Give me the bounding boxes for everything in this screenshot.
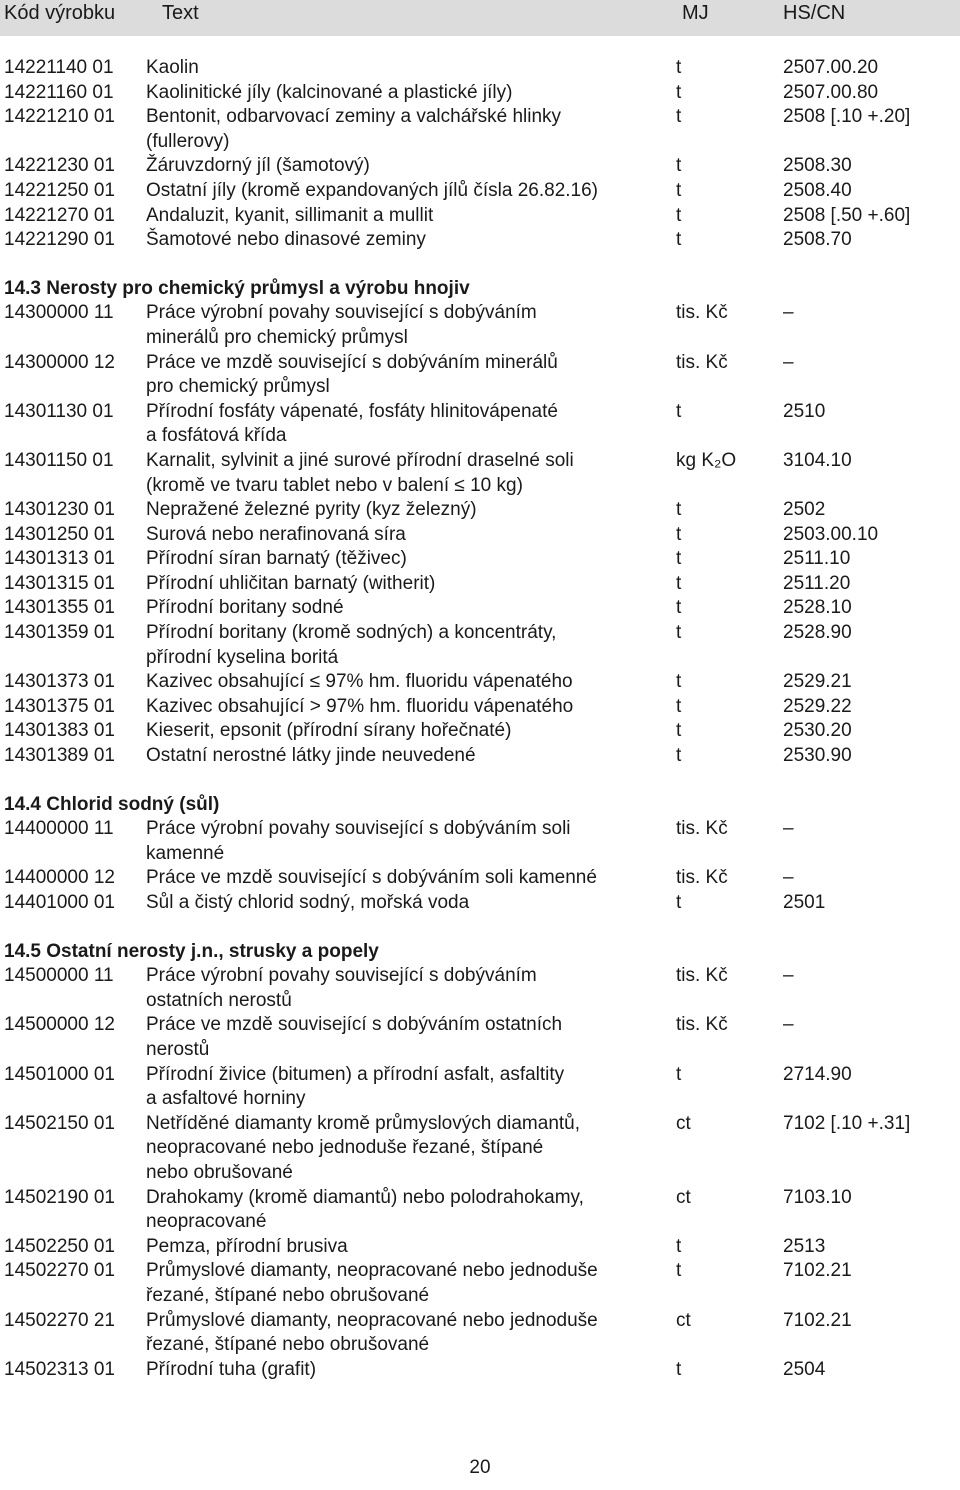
hs-cn-code: 2504 [783,1358,826,1380]
product-text-line: Pemza, přírodní brusiva [146,1235,348,1257]
product-code: 14301383 01 [4,720,115,742]
hs-cn-code: 7102.21 [783,1309,852,1331]
product-text-line: Kaolinitické jíly (kalcinované a plastické jíly) [146,81,513,103]
product-text [146,547,661,572]
product-text-line: Přírodní uhličitan barnatý (witherit) [146,572,436,594]
product-text-line: Sůl a čistý chlorid sodný, mořská voda [146,892,470,913]
product-text-line: Práce ve mzdě související s dobýváním minerálů [146,351,558,373]
product-text [146,498,661,523]
product-text-line: přírodní kyselina boritá [146,646,339,668]
unit-of-measure: kg K₂O [676,449,737,471]
product-text [146,523,661,548]
product-text-line: pro chemický průmysl [146,376,330,398]
product-code: 14502270 21 [4,1309,115,1331]
product-code: 14501000 01 [4,1063,115,1085]
product-code: 14502150 01 [4,1112,115,1134]
unit-of-measure: t [676,81,682,103]
product-text [146,817,661,866]
table-row [0,964,960,1013]
hs-cn-code: 2511.10 [783,548,851,570]
product-table-body [0,56,960,1382]
product-code: 14301375 01 [4,695,115,717]
unit-of-measure: t [676,548,682,570]
unit-of-measure: tis. Kč [676,1014,728,1036]
unit-of-measure: t [676,523,682,545]
product-text [146,1063,661,1112]
hs-cn-code: 2508 [.10 +.20] [783,106,911,128]
product-text [146,1309,661,1358]
table-row [0,154,960,179]
product-text-line: (kromě ve tvaru tablet nebo v balení ≤ 10 kg) [146,474,523,496]
table-row [0,523,960,548]
product-text-line: nebo obrušované [146,1161,293,1183]
hs-cn-code: 2528.90 [783,622,852,644]
table-header [0,0,960,36]
section-gap [0,253,960,277]
product-text-line: Žáruvzdorný jíl (šamotový) [146,155,370,177]
unit-of-measure: ct [676,1186,691,1208]
hs-cn-code: 2528.10 [783,597,852,619]
table-row [0,1063,960,1112]
product-text-line: Přírodní boritany sodné [146,597,344,619]
product-text-line: Karnalit, sylvinit a jiné surové přírodní draselné soli [146,449,574,471]
table-row [0,1235,960,1260]
product-code: 14221270 01 [4,204,115,226]
product-code: 14300000 11 [4,302,114,324]
table-row [0,1259,960,1308]
product-code: 14221230 01 [4,155,115,177]
unit-of-measure: t [676,1235,682,1257]
table-row [0,670,960,695]
product-code: 14500000 12 [4,1014,115,1036]
table-row [0,572,960,597]
table-row [0,596,960,621]
table-row [0,301,960,350]
product-code: 14301250 01 [4,523,115,545]
table-row [0,891,960,916]
product-text [146,351,661,400]
unit-of-measure: t [676,622,682,644]
product-text [146,572,661,597]
product-text-line: Práce výrobní povahy související s dobýváním [146,302,537,324]
hs-cn-code: 2502 [783,499,826,521]
table-row [0,744,960,769]
table-row [0,1358,960,1383]
header-hs: HS/CN [783,2,846,24]
table-row [0,621,960,670]
unit-of-measure: t [676,892,682,913]
product-code: 14301373 01 [4,671,115,693]
product-text-line: Přírodní fosfáty vápenaté, fosfáty hlinitovápenaté [146,400,558,422]
hs-cn-code: 2507.00.20 [783,57,879,78]
hs-cn-code: 2714.90 [783,1063,852,1085]
unit-of-measure: tis. Kč [676,818,728,840]
product-text [146,596,661,621]
unit-of-measure: tis. Kč [676,965,728,987]
product-text-line: řezané, štípané nebo obrušované [146,1284,430,1306]
hs-cn-code: – [783,302,794,324]
unit-of-measure: t [676,671,682,693]
product-text-line: neopracované [146,1211,267,1233]
product-text-line: Netříděné diamanty kromě průmyslových diamantů, [146,1112,581,1134]
product-code: 14301359 01 [4,622,115,644]
hs-cn-code: 2529.22 [783,695,852,717]
hs-cn-code: – [783,965,794,987]
product-text-line: neopracované nebo jednoduše řezané, štípané [146,1137,544,1159]
table-row [0,351,960,400]
product-code: 14400000 12 [4,867,115,889]
product-code: 14301389 01 [4,745,115,767]
product-code: 14301150 01 [4,449,114,471]
hs-cn-code: 2508.30 [783,155,852,177]
product-code: 14500000 11 [4,965,114,987]
product-text-line: Kieserit, epsonit (přírodní sírany hořečnaté) [146,720,512,742]
product-code: 14301230 01 [4,499,115,521]
product-text [146,228,661,253]
table-row [0,1112,960,1186]
product-code: 14221140 01 [4,57,114,78]
product-text-line: Drahokamy (kromě diamantů) nebo polodrahokamy, [146,1186,584,1208]
product-code: 14221210 01 [4,106,115,128]
product-text-line: Bentonit, odbarvovací zeminy a valchářské hlinky [146,106,562,128]
table-row [0,866,960,891]
product-text [146,964,661,1013]
hs-cn-code: 7102 [.10 +.31] [783,1112,911,1134]
product-text-line: Přírodní síran barnatý (těživec) [146,548,407,570]
unit-of-measure: t [676,57,682,78]
product-text-line: minerálů pro chemický průmysl [146,326,408,348]
section-gap [0,916,960,940]
hs-cn-code: 2508.70 [783,229,852,251]
table-row [0,204,960,229]
hs-cn-code: – [783,1014,794,1036]
unit-of-measure: tis. Kč [676,867,728,889]
product-text-line: Práce výrobní povahy související s dobýváním soli [146,818,571,840]
table-row [0,228,960,253]
product-text-line: Přírodní tuha (grafit) [146,1358,317,1380]
product-text [146,670,661,695]
table-row [0,547,960,572]
product-text [146,81,661,106]
product-text-line: Přírodní živice (bitumen) a přírodní asfalt, asfaltity [146,1063,565,1085]
page-number: 20 [469,1457,491,1478]
product-code: 14221250 01 [4,179,115,201]
table-row [0,56,960,81]
table-row [0,1013,960,1062]
product-text-line: a asfaltové horniny [146,1088,306,1110]
table-row [0,817,960,866]
product-text [146,695,661,720]
unit-of-measure: t [676,1358,682,1380]
hs-cn-code: – [783,351,794,373]
product-text [146,204,661,229]
unit-of-measure: t [676,400,682,422]
product-text-line: Přírodní boritany (kromě sodných) a koncentráty, [146,622,557,644]
unit-of-measure: t [676,720,682,742]
hs-cn-code: 2507.00.80 [783,81,879,103]
product-text [146,621,661,670]
product-text-line: Práce ve mzdě související s dobýváním ostatních [146,1014,563,1036]
table-row [0,498,960,523]
product-code: 14502313 01 [4,1358,115,1380]
product-text-line: Andaluzit, kyanit, sillimanit a mullit [146,204,434,226]
hs-cn-code: 2513 [783,1235,826,1257]
table-row [0,1186,960,1235]
product-text [146,1259,661,1308]
hs-cn-code: – [783,818,794,840]
product-text-line: Šamotové nebo dinasové zeminy [146,229,426,251]
product-text [146,1186,661,1235]
product-text-line: Práce ve mzdě související s dobýváním soli kamenné [146,867,597,889]
product-code: 14301130 01 [4,400,114,422]
hs-cn-code: 7102.21 [783,1260,852,1282]
table-row [0,400,960,449]
product-code: 14502270 01 [4,1260,115,1282]
hs-cn-code: 2503.00.10 [783,523,879,545]
hs-cn-code: 2501 [783,892,826,913]
hs-cn-code: 2530.90 [783,745,852,767]
unit-of-measure: t [676,695,682,717]
unit-of-measure: tis. Kč [676,351,728,373]
section-heading: 14.5 Ostatní nerosty j.n., strusky a popely [4,940,379,962]
product-text-line: Průmyslové diamanty, neopracované nebo jednoduše [146,1260,598,1282]
header-code: Kód výrobku [4,2,116,24]
product-text [146,105,661,154]
product-text-line: Surová nebo nerafinovaná síra [146,523,406,545]
product-code: 14301355 01 [4,597,115,619]
hs-cn-code: 2508.40 [783,179,852,201]
product-text-line: kamenné [146,842,225,864]
hs-cn-code: 2529.21 [783,671,852,693]
product-text-line: ostatních nerostů [146,989,292,1011]
product-text-line: nerostů [146,1038,210,1060]
hs-cn-code: 2511.20 [783,572,851,594]
hs-cn-code: 3104.10 [783,449,852,471]
unit-of-measure: t [676,204,682,226]
product-text-line: Ostatní nerostné látky jinde neuvedené [146,745,476,767]
unit-of-measure: t [676,499,682,521]
unit-of-measure: t [676,597,682,619]
table-row [0,719,960,744]
table-row [0,105,960,154]
table-row [0,449,960,498]
product-code: 14301313 01 [4,548,115,570]
product-text-line: Práce výrobní povahy související s dobýváním [146,965,537,987]
product-code: 14221160 01 [4,81,114,103]
product-text [146,1235,661,1260]
product-text-line: Kazivec obsahující > 97% hm. fluoridu vápenatého [146,695,574,717]
product-text [146,744,661,769]
table-row [0,1309,960,1358]
unit-of-measure: t [676,155,682,177]
table-row [0,179,960,204]
product-text [146,1112,661,1186]
product-code: 14301315 01 [4,572,115,594]
product-code: 14401000 01 [4,892,115,913]
hs-cn-code: – [783,867,794,889]
unit-of-measure: t [676,745,682,767]
product-text-line: Kaolin [146,57,199,78]
unit-of-measure: t [676,179,682,201]
header-text: Text [162,2,199,24]
product-code: 14300000 12 [4,351,115,373]
unit-of-measure: t [676,1063,682,1085]
product-text [146,400,661,449]
product-text [146,1358,661,1383]
product-code: 14502190 01 [4,1186,115,1208]
table-row [0,695,960,720]
product-text [146,154,661,179]
product-code: 14400000 11 [4,818,114,840]
unit-of-measure: ct [676,1112,691,1134]
product-text [146,179,661,204]
header-mj: MJ [682,2,709,24]
product-code: 14221290 01 [4,229,115,251]
hs-cn-code: 2510 [783,400,826,422]
hs-cn-code: 2508 [.50 +.60] [783,204,911,226]
product-text [146,301,661,350]
unit-of-measure: t [676,229,682,251]
product-text-line: řezané, štípané nebo obrušované [146,1334,430,1356]
product-text [146,719,661,744]
product-text-line: Průmyslové diamanty, neopracované nebo jednoduše [146,1309,598,1331]
unit-of-measure: tis. Kč [676,302,728,324]
product-text [146,1013,661,1062]
product-text-line: (fullerovy) [146,130,230,152]
unit-of-measure: t [676,572,682,594]
table-row [0,81,960,106]
product-text [146,56,661,81]
product-text-line: Nepražené železné pyrity (kyz železný) [146,499,477,521]
section-gap [0,769,960,793]
unit-of-measure: t [676,106,682,128]
hs-cn-code: 7103.10 [783,1186,852,1208]
unit-of-measure: t [676,1260,682,1282]
unit-of-measure: ct [676,1309,691,1331]
product-text-line: a fosfátová křída [146,425,287,447]
product-text-line: Kazivec obsahující ≤ 97% hm. fluoridu vápenatého [146,671,573,693]
product-text-line: Ostatní jíly (kromě expandovaných jílů čísla 26.82.16) [146,179,599,201]
hs-cn-code: 2530.20 [783,720,852,742]
product-text [146,449,661,498]
product-text [146,891,661,916]
section-heading: 14.3 Nerosty pro chemický průmysl a výrobu hnojiv [4,277,470,299]
product-text [146,866,661,891]
product-code: 14502250 01 [4,1235,115,1257]
section-heading: 14.4 Chlorid sodný (sůl) [4,793,220,815]
